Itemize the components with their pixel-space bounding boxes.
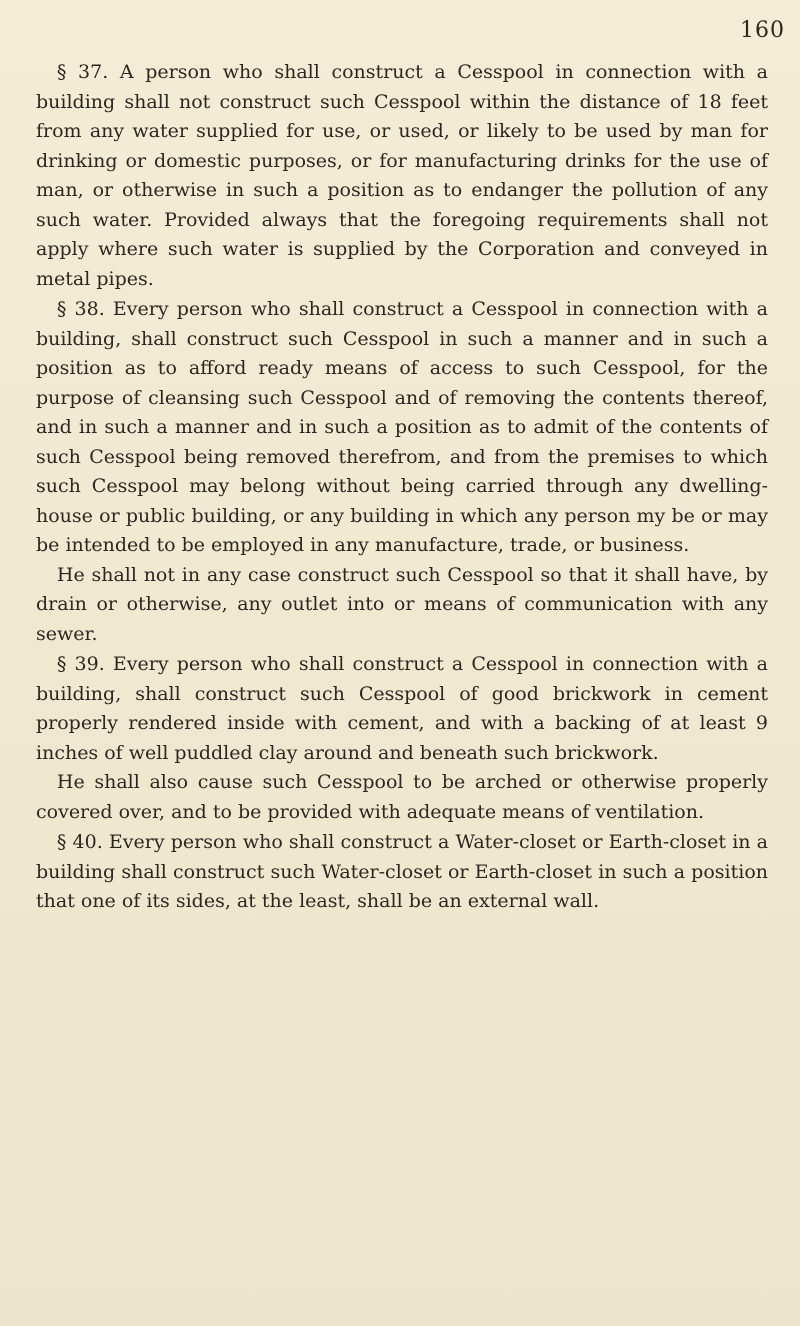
section-38-paragraph: § 38. Every person who shall construct a Cesspool in connection with a building, shall construct such Cesspool in such a manner and in such a position as to afford ready means of access to such Cesspool, for the purpose of cleansing such Cesspool and of removing the contents thereof, and in such a manner and in such a position as to admit of the contents of such Cesspool being removed therefrom, and from the premises to which such Cesspool may belong without being carried through any dwelling-house or public building, or any building in which any person my be or may be intended to be employed in any manufacture, trade, or business.: [36, 298, 768, 556]
page-number: 160: [740, 18, 785, 43]
section-39-continuation-paragraph: He shall also cause such Cesspool to be arched or otherwise properly covered over, and to be provided with adequate means of ventilation.: [36, 771, 768, 823]
section-39-paragraph: § 39. Every person who shall construct a Cesspool in connection with a building, shall construct such Cesspool of good brickwork in cement properly rendered inside with cement, and with a backing of at least 9 inches of well puddled clay around and beneath such brickwork.: [36, 653, 768, 764]
section-38-continuation-paragraph: He shall not in any case construct such Cesspool so that it shall have, by drain or otherwise, any outlet into or means of communication with any sewer.: [36, 563, 768, 645]
section-40-paragraph: § 40. Every person who shall construct a Water-closet or Earth-closet in a building shall construct such Water-closet or Earth-closet in such a position that one of its sides, at the least, shall be an external wall.: [36, 831, 768, 912]
document-body: [36, 58, 768, 917]
section-37-paragraph: § 37. A person who shall construct a Cesspool in connection with a building shall not construct such Cesspool within the distance of 18 feet from any water supplied for use, or used, or likely to be used by man for drinking or domestic purposes, or for manufacturing drinks for the use of man, or otherwise in such a position as to endanger the pollution of any such water. Provided always that the foregoing requirements shall not apply where such water is supplied by the Corporation and conveyed in metal pipes.: [36, 61, 768, 290]
